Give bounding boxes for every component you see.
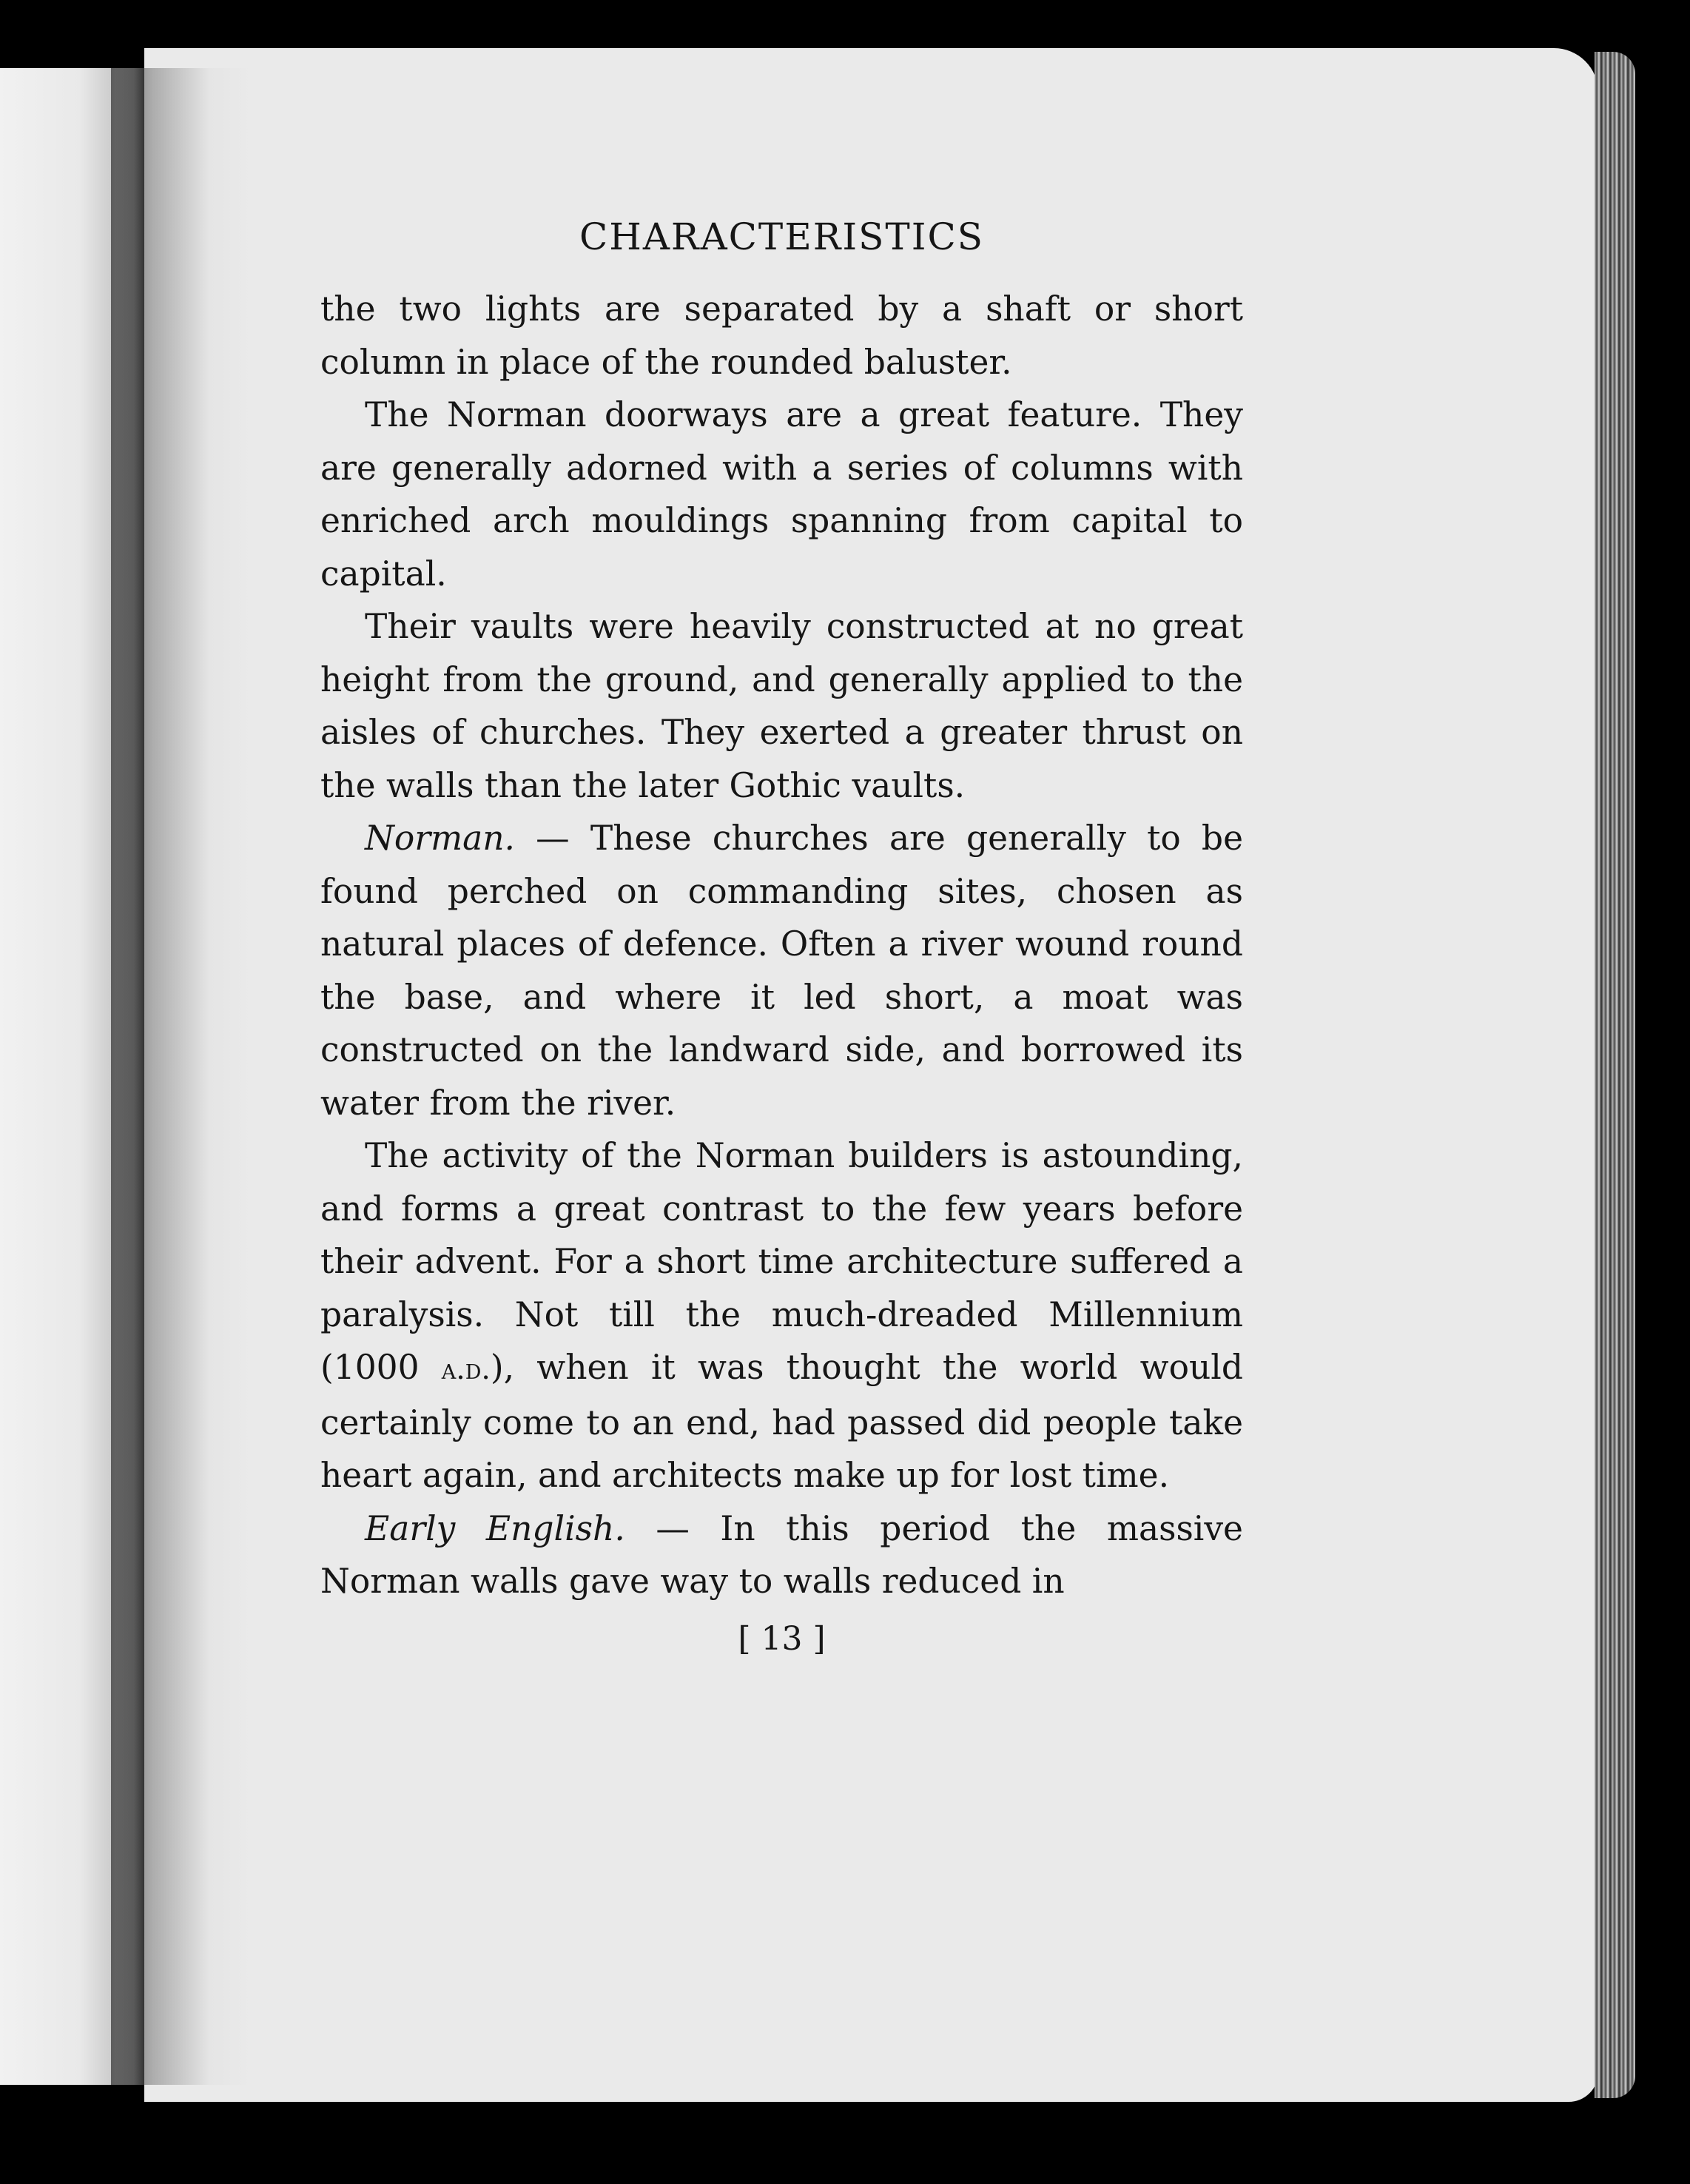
- paragraph-3-text: Their vaults were heavily constructed at no great height from the ground, and generally applied to the aisles of churches. They exerted a greater thrust on the walls than the later Gothic vaults.: [320, 607, 1243, 805]
- body-text: [320, 283, 1243, 1608]
- paragraph-4-text: — These churches are generally to be found perched on commanding sites, chosen as natural places of defence. Often a river wound round the base, and where it led short, a moat was constructed on the landward side, and borrowed its water from the river.: [320, 819, 1243, 1123]
- paragraph-2-text: The Norman doorways are a great feature. They are generally adorned with a series of columns with enriched arch mouldings spanning from capital to capital.: [320, 395, 1243, 594]
- paragraph-4: [320, 812, 1243, 1129]
- paragraph-5-text-b: Millennium (1000: [320, 1294, 1244, 1387]
- paragraph-1-text: the two lights are separated by a shaft or short column in place of the rounded baluster.: [320, 289, 1243, 382]
- paragraph-6-text: — In this period the massive Norman walls gave way to walls reduced in: [320, 1508, 1243, 1601]
- paragraph-1: [320, 283, 1243, 389]
- era-abbreviation: a.d.: [441, 1353, 491, 1386]
- paragraph-6: [320, 1502, 1243, 1608]
- run-in-heading-norman: Norman.: [365, 819, 515, 858]
- paragraph-5-text-c: ), when it was thought the world would certainly come to an end, had passed did people take heart again, and architects make up for lost time.: [320, 1348, 1243, 1495]
- page-number: [ 13 ]: [738, 1619, 826, 1658]
- run-in-heading-early-english: Early English.: [365, 1508, 625, 1548]
- page-stack-edge: [1595, 52, 1635, 2098]
- page-text-block: [320, 215, 1243, 1661]
- running-head: CHARACTERISTICS: [579, 215, 985, 258]
- paragraph-2: [320, 389, 1243, 600]
- paragraph-5: [320, 1129, 1243, 1502]
- paragraph-5-text: The activity of the Norman builders is astounding, and forms a great contrast to the few years before their advent. For a short time architecture suffered a paralysis. Not till the much-dreaded: [320, 1136, 1243, 1334]
- paragraph-3: [320, 600, 1243, 812]
- book-gutter-shadow: [111, 68, 252, 2085]
